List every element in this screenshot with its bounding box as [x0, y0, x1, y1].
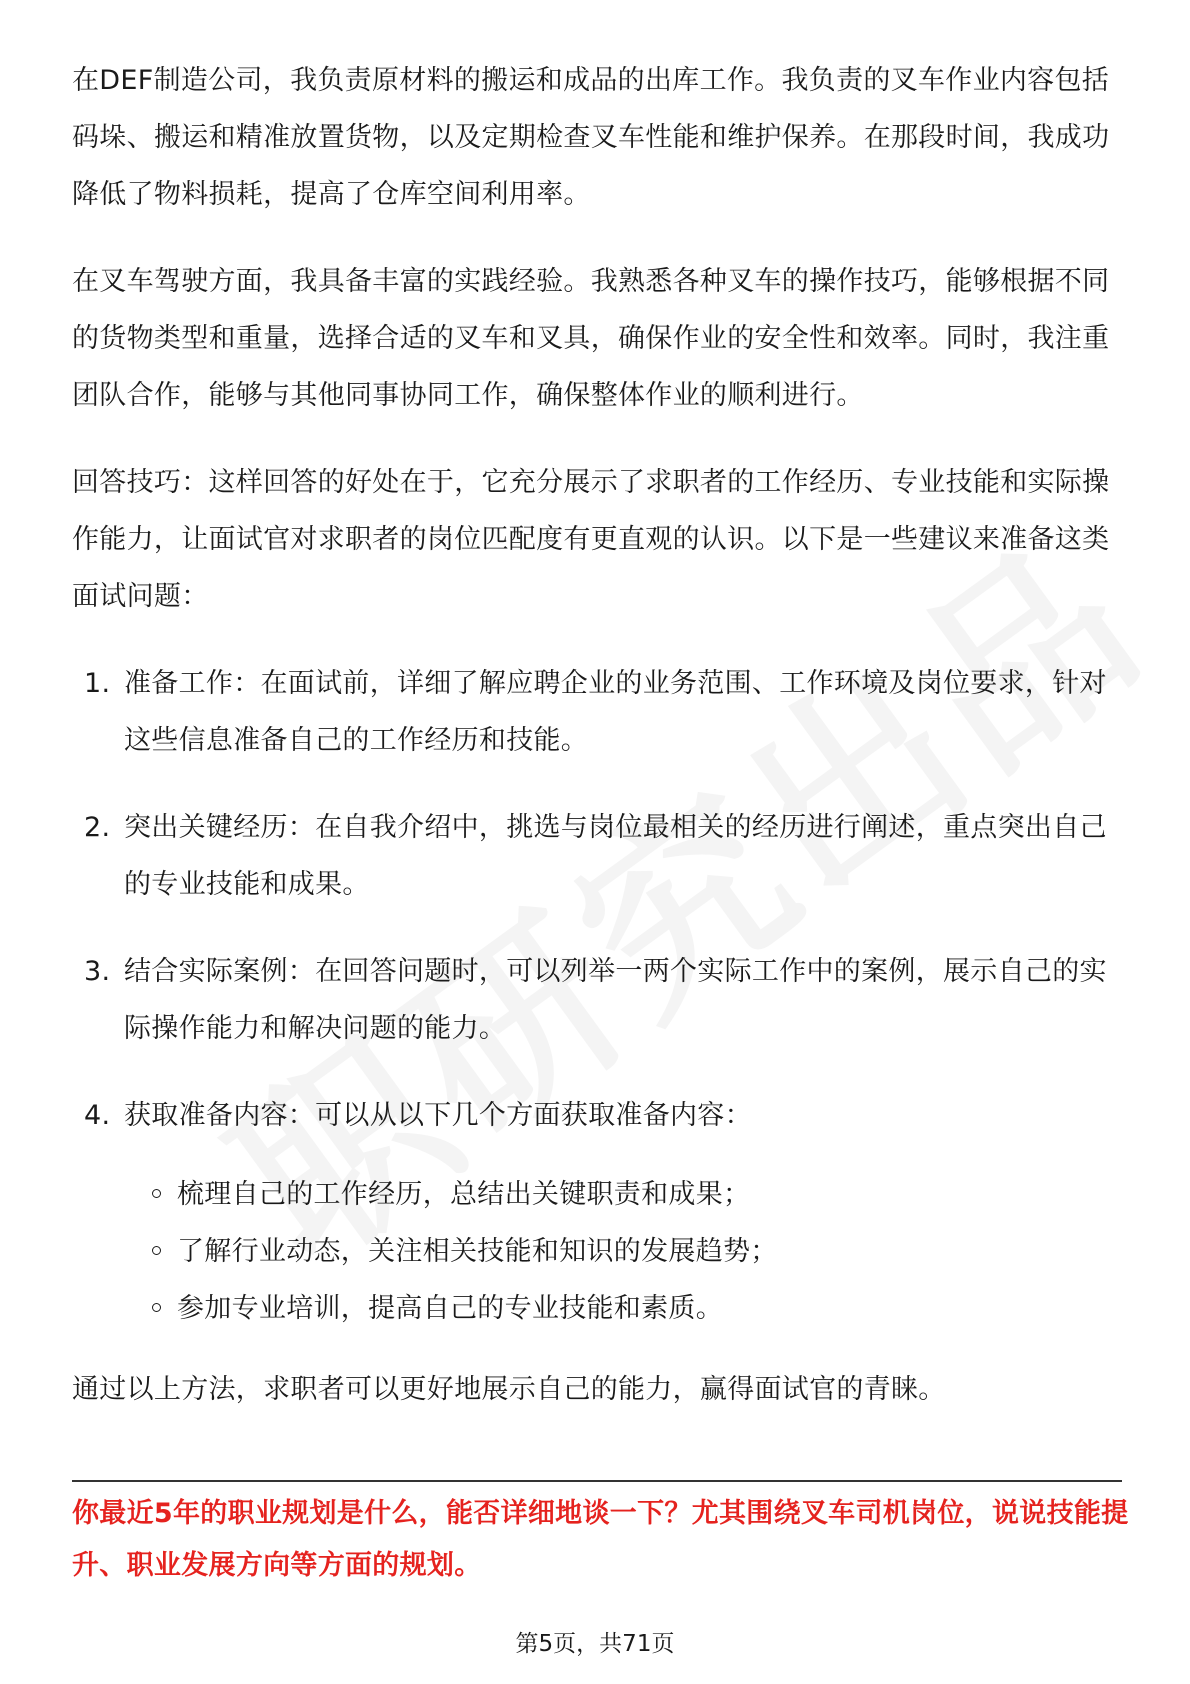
circle-bullet-icon [152, 1303, 161, 1312]
next-question-heading: 你最近5年的职业规划是什么，能否详细地谈一下？尤其围绕叉车司机岗位，说说技能提升、职业发展方向等方面的规划。 [72, 1498, 1129, 1581]
list-item-text: 结合实际案例：在回答问题时，可以列举一两个实际工作中的案例，展示自己的实际操作能力和解决问题的能力。 [124, 956, 1107, 1044]
list-item-text: 准备工作：在面试前，详细了解应聘企业的业务范围、工作环境及岗位要求，针对这些信息准备自己的工作经历和技能。 [124, 668, 1107, 756]
list-item [72, 1087, 1122, 1144]
document-body [72, 52, 1122, 1448]
circle-bullet-icon [152, 1246, 161, 1255]
list-number: 3. [84, 956, 111, 987]
list-item [72, 799, 1122, 913]
sub-bullet-list [72, 1166, 1122, 1337]
tips-ordered-list [72, 655, 1122, 1144]
list-number: 1. [84, 668, 111, 699]
bullet-item [72, 1223, 1122, 1280]
section-divider [72, 1480, 1122, 1482]
bullet-item-text: 了解行业动态，关注相关技能和知识的发展趋势； [177, 1236, 778, 1267]
circle-bullet-icon [152, 1189, 161, 1198]
list-number: 2. [84, 812, 111, 843]
paragraph-answer-tips: 回答技巧：这样回答的好处在于，它充分展示了求职者的工作经历、专业技能和实际操作能力，让面试官对求职者的岗位匹配度有更直观的认识。以下是一些建议来准备这类面试问题： [72, 467, 1110, 612]
page-number-footer: 第5页，共71页 [515, 1631, 675, 1657]
bullet-item-text: 参加专业培训，提高自己的专业技能和素质。 [177, 1293, 723, 1324]
list-item [72, 943, 1122, 1057]
bullet-item-text: 梳理自己的工作经历，总结出关键职责和成果； [177, 1179, 751, 1210]
list-item-text: 突出关键经历：在自我介绍中，挑选与岗位最相关的经历进行阐述，重点突出自己的专业技能和成果。 [124, 812, 1107, 900]
list-number: 4. [84, 1100, 111, 1131]
paragraph-closing: 通过以上方法，求职者可以更好地展示自己的能力，赢得面试官的青睐。 [72, 1374, 946, 1405]
list-item-text: 获取准备内容：可以从以下几个方面获取准备内容： [124, 1100, 752, 1131]
paragraph-driving: 在叉车驾驶方面，我具备丰富的实践经验。我熟悉各种叉车的操作技巧，能够根据不同的货物类型和重量，选择合适的叉车和叉具，确保作业的安全性和效率。同时，我注重团队合作，能够与其他同事协同工作，确保整体作业的顺利进行。 [72, 266, 1110, 411]
list-item [72, 655, 1122, 769]
bullet-item [72, 1166, 1122, 1223]
bullet-item [72, 1280, 1122, 1337]
paragraph-experience: 在DEF制造公司，我负责原材料的搬运和成品的出库工作。我负责的叉车作业内容包括码垛、搬运和精准放置货物，以及定期检查叉车性能和维护保养。在那段时间，我成功降低了物料损耗，提高了仓库空间利用率。 [72, 65, 1110, 210]
